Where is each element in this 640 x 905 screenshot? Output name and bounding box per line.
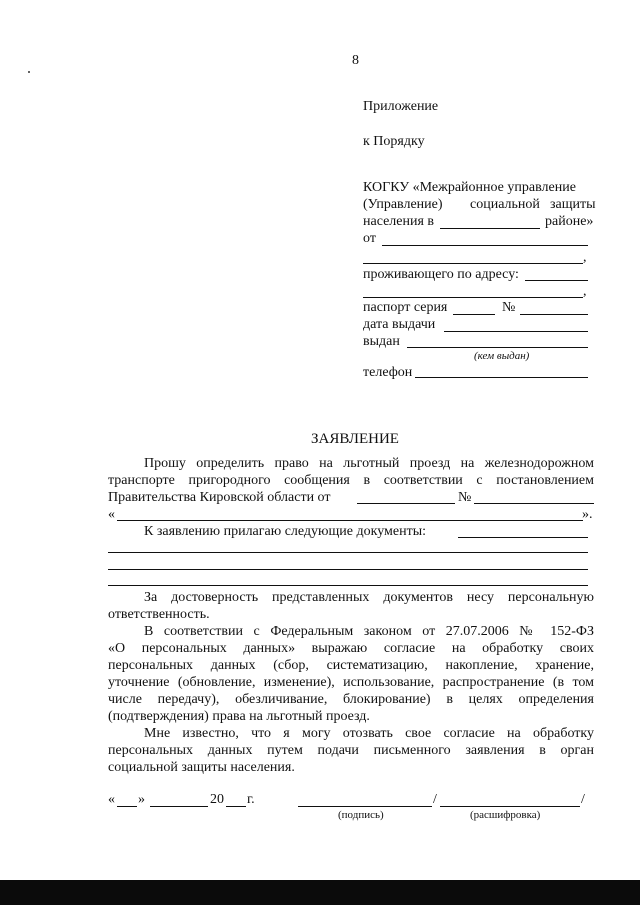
resolution-date-field[interactable]	[357, 503, 455, 504]
scan-edge-bar	[0, 880, 640, 905]
org-line-2b: социальной	[470, 197, 540, 212]
responsibility-line-2: ответственность.	[108, 607, 210, 622]
request-line-2: транспорте пригородного сообщения в соответствии с постановлением	[108, 473, 594, 488]
consent-line-3: персональных данных (сбор, систематизацию, накопление, хранение,	[108, 658, 594, 673]
attach-field-2[interactable]	[108, 552, 588, 553]
attach-label: К заявлению прилагаю следующие документы:	[144, 524, 427, 539]
revoke-line-2: персональных данных путем подачи письменного заявления в орган	[108, 743, 594, 758]
day-field[interactable]	[117, 806, 137, 807]
resolution-title-field[interactable]	[117, 520, 583, 521]
consent-line-1: В соответствии с Федеральным законом от 27.07.2006 № 152-ФЗ	[144, 624, 594, 639]
issued-by-label: выдан	[363, 334, 400, 349]
org-line-3a: населения в	[363, 214, 435, 229]
issue-date-label: дата выдачи	[363, 317, 436, 332]
phone-field[interactable]	[415, 377, 588, 378]
quote-open: «	[108, 507, 115, 522]
consent-line-5: числе передачу), обезличивание, блокирование) в целях определения	[108, 692, 594, 707]
request-line-3a: Правительства Кировской области от	[108, 490, 331, 505]
org-line-2a: (Управление)	[363, 197, 443, 212]
year-prefix: 20	[210, 792, 224, 807]
appendix-ref: к Порядку	[363, 134, 425, 149]
passport-number-sign: №	[502, 300, 516, 315]
document-title: ЗАЯВЛЕНИЕ	[311, 431, 399, 447]
quote-close: ».	[582, 507, 593, 522]
attach-field-1[interactable]	[458, 537, 588, 538]
org-line-2c: защиты	[550, 197, 596, 212]
request-line-1: Прошу определить право на льготный проезд на железнодорожном	[144, 456, 594, 471]
month-field[interactable]	[150, 806, 208, 807]
residing-label: проживающего по адресу:	[363, 267, 519, 282]
org-line-3b: районе»	[545, 214, 594, 229]
address-field[interactable]	[525, 280, 588, 281]
year-field[interactable]	[226, 806, 246, 807]
consent-line-2: «О персональных данных» выражаю согласие на обработку своих	[108, 641, 594, 656]
appendix-label: Приложение	[363, 99, 439, 114]
date-quote-open: «	[108, 792, 115, 807]
revoke-paragraph	[108, 725, 594, 776]
consent-line-4: уточнение (обновление, изменение), использование, распространение (в том	[108, 675, 594, 690]
consent-line-6: (подтверждения) права на льготный проезд.	[108, 709, 370, 724]
request-line-3b: №	[458, 490, 472, 505]
from-label: от	[363, 231, 376, 246]
issue-date-field[interactable]	[444, 331, 588, 332]
scan-dot	[28, 71, 30, 73]
sign-hint: (подпись)	[338, 809, 384, 821]
address-field-2[interactable]	[363, 297, 583, 298]
responsibility-paragraph	[108, 589, 594, 623]
request-paragraph	[108, 455, 594, 489]
from-field-2[interactable]	[363, 263, 583, 264]
from-field[interactable]	[382, 245, 588, 246]
district-field[interactable]	[440, 228, 540, 229]
passport-number-field[interactable]	[520, 314, 588, 315]
attach-field-4[interactable]	[108, 585, 588, 586]
responsibility-line-1: За достоверность представленных документов несу персональную	[144, 590, 594, 605]
issued-by-hint: (кем выдан)	[474, 350, 530, 362]
passport-series-field[interactable]	[453, 314, 495, 315]
phone-label: телефон	[363, 365, 413, 380]
year-suffix: г.	[247, 792, 255, 807]
revoke-line-1: Мне известно, что я могу отозвать свое согласие на обработку	[144, 726, 594, 741]
revoke-line-3: социальной защиты населения.	[108, 760, 295, 775]
consent-paragraph	[108, 623, 594, 725]
decode-hint: (расшифровка)	[470, 809, 541, 821]
resolution-number-field[interactable]	[474, 503, 594, 504]
date-quote-close: »	[138, 792, 145, 807]
comma-1: ,	[583, 250, 587, 265]
page-number: 8	[352, 53, 359, 68]
signature-slash-1: /	[433, 792, 437, 807]
passport-series-label: паспорт серия	[363, 300, 448, 315]
org-line-1: КОГКУ «Межрайонное управление	[363, 180, 576, 195]
comma-2: ,	[583, 284, 587, 299]
signature-slash-2: /	[581, 792, 585, 807]
attach-field-3[interactable]	[108, 569, 588, 570]
